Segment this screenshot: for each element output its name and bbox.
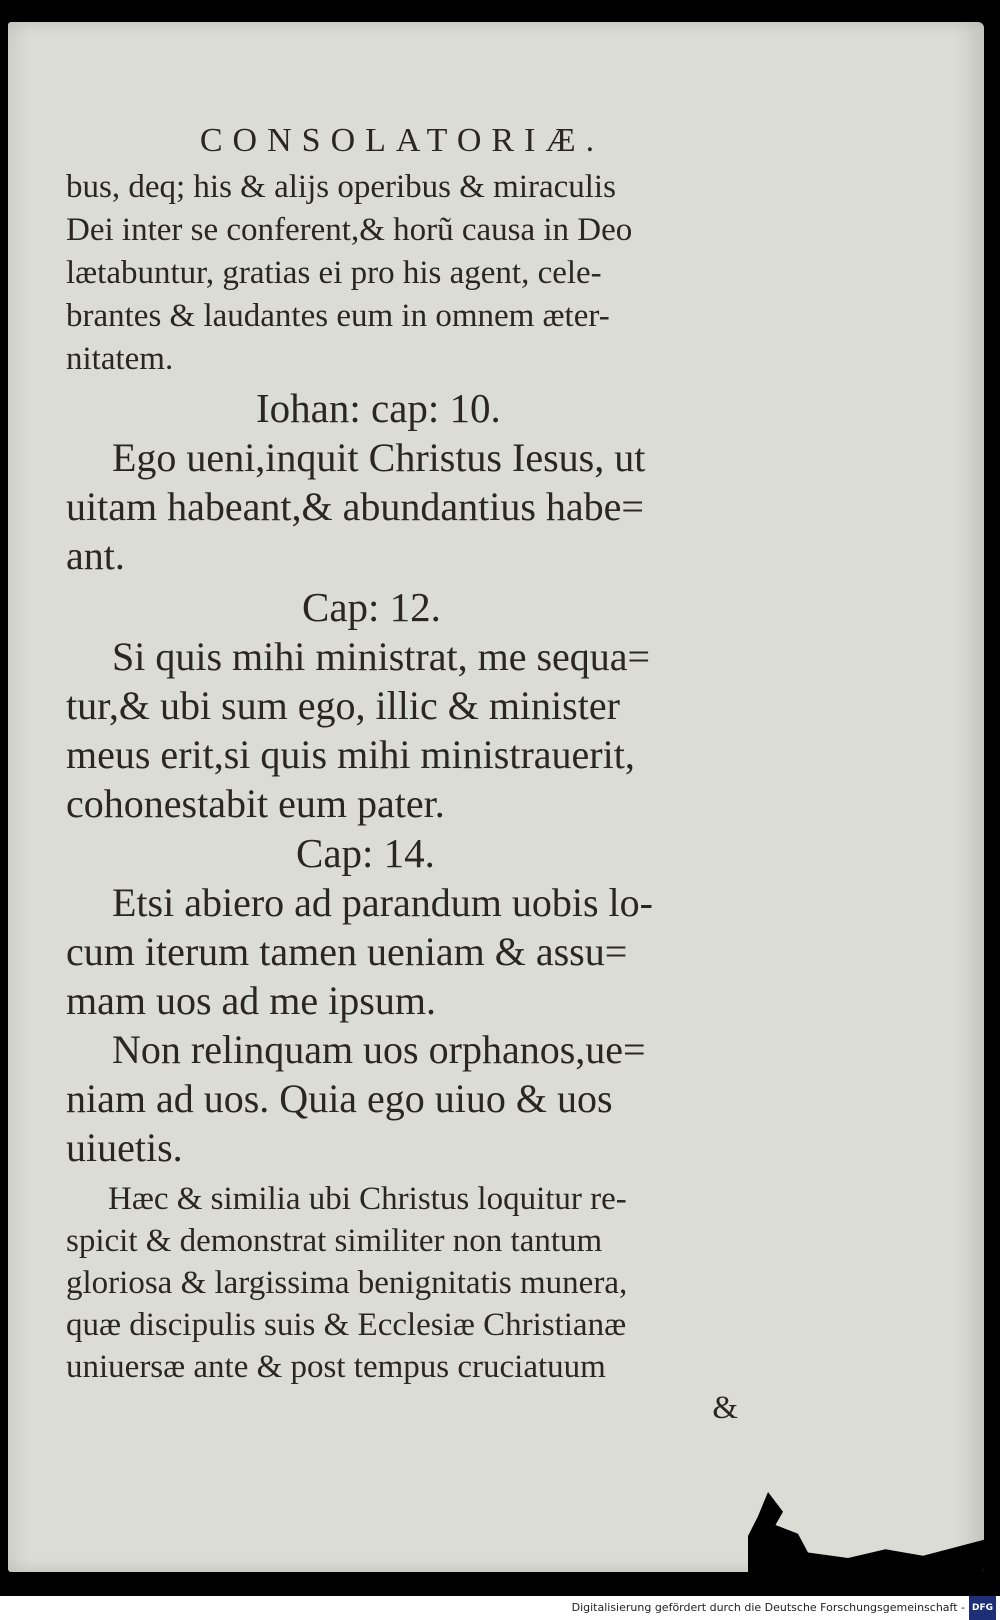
torn-corner <box>748 1492 984 1572</box>
text-line: nitatem. <box>66 341 174 377</box>
text-line: uitam habeant,& abundantius habe= <box>66 484 644 529</box>
running-header: CONSOLATORIÆ. <box>199 122 605 159</box>
text-line: tur,& ubi sum ego, illic & minister <box>66 683 620 728</box>
text-line: gloriosa & largissima benignitatis munera, <box>66 1265 628 1301</box>
verse-block <box>66 878 738 1172</box>
text-line: Etsi abiero ad parandum uobis lo- <box>112 880 653 925</box>
text-line: Hæc & similia ubi Christus loquitur re- <box>108 1181 627 1217</box>
section-heading: Cap: 12. <box>302 584 441 630</box>
text-line: niam ad uos. Quia ego uiuo & uos <box>66 1076 613 1121</box>
verse-block <box>66 632 738 828</box>
text-line: cum iterum tamen ueniam & assu= <box>66 929 628 974</box>
verse-block <box>66 433 738 580</box>
text-line: uniuersæ ante & post tempus cruciatuum <box>66 1349 606 1385</box>
text-line: quæ discipulis suis & Ecclesiæ Christianæ <box>66 1307 627 1343</box>
text-line: spicit & demonstrat similiter non tantum <box>66 1223 603 1259</box>
text-line: brantes & laudantes eum in omnem æter- <box>66 298 610 334</box>
footer-text: Digitalisierung gefördert durch die Deutsche Forschungsgemeinschaft - <box>571 1601 965 1614</box>
catchword: & <box>712 1390 738 1426</box>
section-heading: Cap: 14. <box>296 830 435 876</box>
text-line: bus, deq; his & alijs operibus & miraculis <box>66 169 616 205</box>
dfg-logo: DFG <box>969 1596 996 1620</box>
text-line: lætabuntur, gratias ei pro his agent, cele- <box>66 255 602 291</box>
text-line: Dei inter se conferent,& horũ causa in Deo <box>66 212 633 248</box>
page-text <box>66 122 738 1428</box>
text-line: Si quis mihi ministrat, me sequa= <box>112 634 651 679</box>
digitization-footer <box>0 1596 1000 1620</box>
text-line: Non relinquam uos orphanos,ue= <box>112 1027 646 1072</box>
text-line: Ego ueni,inquit Christus Iesus, ut <box>112 435 646 480</box>
section-heading: Iohan: cap: 10. <box>256 385 501 431</box>
text-line: mam uos ad me ipsum. <box>66 978 436 1023</box>
text-line: cohonestabit eum pater. <box>66 781 445 826</box>
intro-paragraph <box>66 166 738 381</box>
closing-paragraph <box>66 1178 738 1388</box>
text-line: uiuetis. <box>66 1125 183 1170</box>
text-line: meus erit,si quis mihi ministrauerit, <box>66 732 635 777</box>
book-page <box>8 22 984 1572</box>
text-line: ant. <box>66 533 125 578</box>
